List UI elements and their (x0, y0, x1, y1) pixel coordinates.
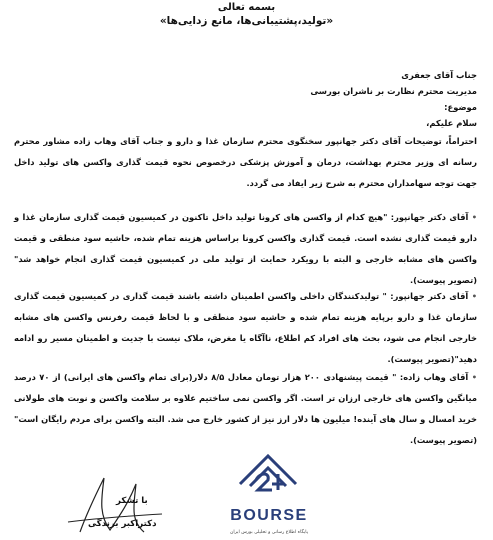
statement-text: آقای وهاب زاده: " قیمت پیشنهادی ۲۰۰ هزار تومان معادل ۸/۵ دلار(برای تمام واکسن های ایرانی) از ۷۰ درصد میانگین واکسن های خارجی ارزان تر است. اگر واکسن نمی ساختیم علاوه بر سلامت واکسن و نوبت های طولانی خرید امسال و سال های آینده! میلیون ها دلار ارز نیز از کشور خارج می شد. البته واکسن برای مردم رایگان است"(تصویر پیوست). (14, 372, 477, 445)
subject-label: موضوع: (444, 102, 477, 112)
recipient-name: جناب آقای جعفری (401, 70, 477, 80)
signature-thanks: با تشکر (116, 496, 148, 506)
logo-brand-text: BOURSE (230, 507, 308, 524)
statement-item (14, 207, 477, 291)
logo-subtitle: پایگاه اطلاع رسانی و تحلیلی بورس ایران (230, 530, 308, 535)
recipient-title: مدیریت محترم نظارت بر ناشران بورسی (310, 86, 477, 96)
bullet-icon: • (471, 212, 477, 222)
statement-item (14, 367, 477, 451)
statement-text: آقای دکتر جهانپور: " تولیدکنندگان داخلی واکسن اطمینان داشته باشند قیمت گذاری در کمیسیون قیمت گذاری سازمان غذا و دارو برپایه هزینه تمام شده و حاشیه سود منطقی و با لحاظ قیمت رفرنس واکسن های مشابه خارجی انجام می شود، بحث های افراد کم اطلاع، ناآگاه یا مغرض، ملاک نیست با جدیت و اطمینان مسیر رو ادامه دهید"(تصویر پیوست). (14, 291, 477, 364)
statement-text: آقای دکتر جهانپور: "هیچ کدام از واکسن های کرونا تولید داخل تاکنون در کمیسیون قیمت گذاری سازمان غذا و دارو قیمت گذاری نشده است. قیمت گذاری واکسن کرونا براساس هزینه تمام شده، حاشیه سود منطقی و قیمت واکسن های مشابه خارجی و البته با رویکرد حمایت از تولید ملی در کمیسیون قیمت گذاری انجام خواهد شد"(تصویر پیوست). (14, 212, 477, 285)
motto-heading: «تولید،پشتیبانی‌ها، مانع زدایی‌ها» (159, 15, 334, 27)
bourse-logo-icon (210, 450, 328, 540)
statement-item (14, 286, 477, 370)
bullet-icon: • (471, 291, 477, 301)
bullet-icon: • (471, 372, 478, 382)
bismillah-heading: بسمه تعالی (217, 2, 276, 13)
intro-paragraph: احتراماً، توضیحات آقای دکتر جهانپور سخنگوی محترم سازمان غذا و دارو و جناب آقای وهاب زاده مشاور محترم رسانه ای وزیر محترم بهداشت، درمان و آموزش پزشکی درخصوص نحوه قیمت گذاری واکسن های تولید داخل جهت توجه سهامداران محترم به شرح زیر ایفاد می گردد. (14, 136, 477, 188)
signature-name: دکتراکبر برندگی (88, 519, 157, 529)
greeting: سلام علیکم، (426, 118, 477, 128)
